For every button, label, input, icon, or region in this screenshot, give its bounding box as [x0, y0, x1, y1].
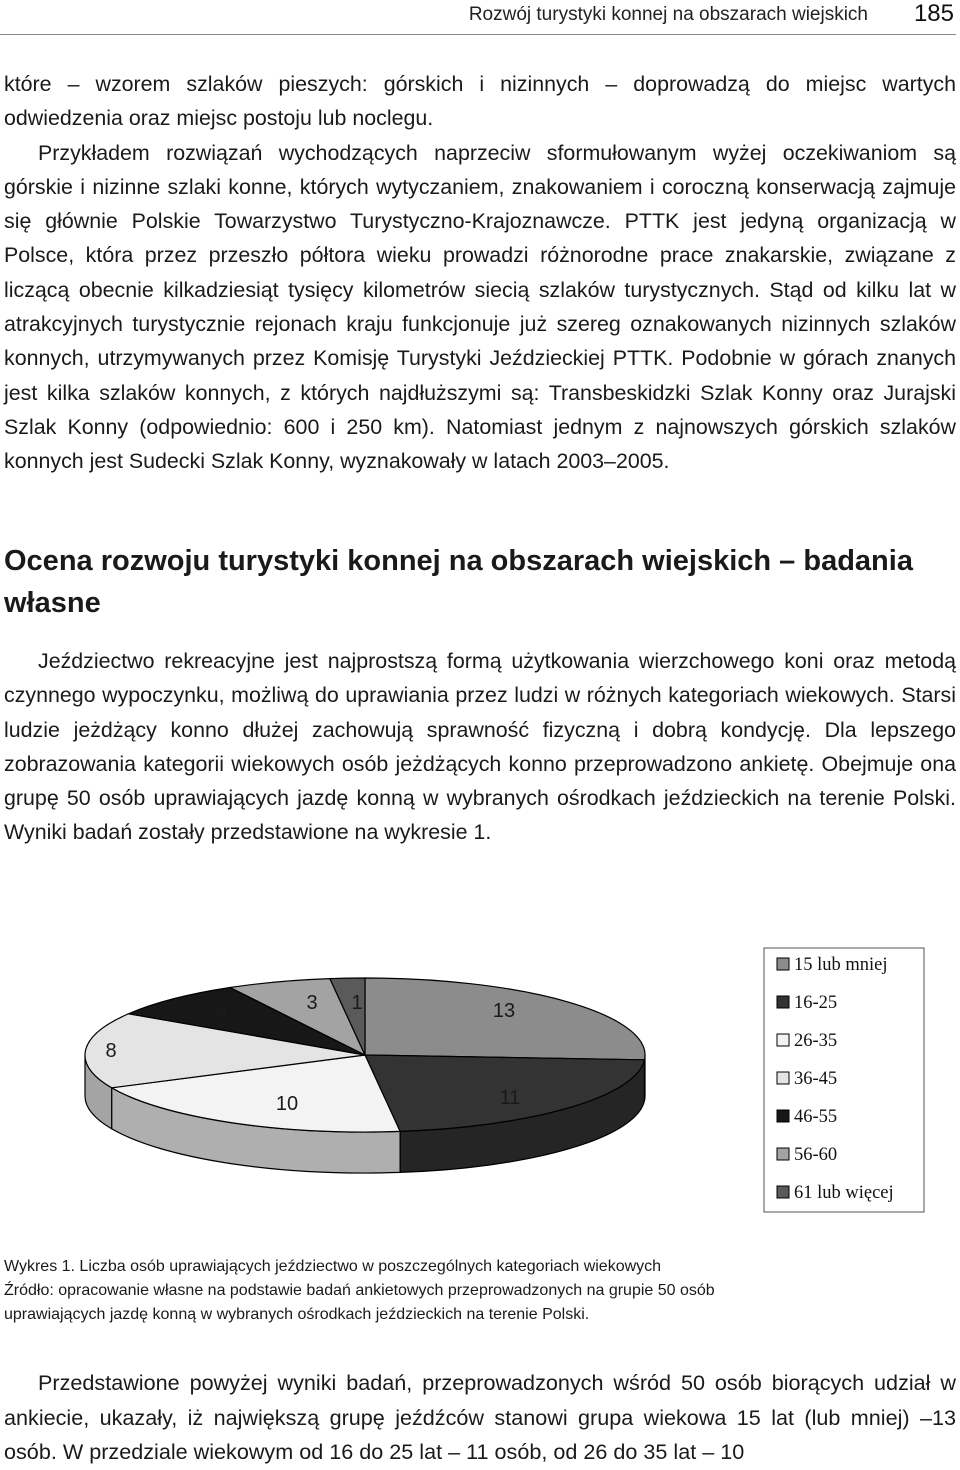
pie-top-group [85, 978, 645, 1132]
pie-value-label: 13 [492, 1000, 516, 1022]
pie-chart-svg [0, 930, 960, 1220]
chart-legend [764, 948, 924, 1212]
paragraph-trails [4, 67, 956, 479]
legend-swatch [777, 1148, 789, 1160]
pie-chart [0, 930, 960, 1220]
running-title: Rozwój turystyki konnej na obszarach wiejskich [468, 4, 868, 25]
legend-swatch [777, 1034, 789, 1046]
legend-swatch [777, 958, 789, 970]
legend-label: 15 lub mniej [794, 955, 888, 975]
page-number: 185 [913, 0, 954, 27]
paragraph-results-text: Przedstawione powyżej wyniki badań, przeprowadzonych wśród 50 osób biorących udział w ankiecie, ukazały, iż największą grupę jeźdźców stanowi grupa wiekowa 15 lat (lub mniej) –13 osób. W przedziale wiekowym od 16 do 25 lat – 11 osób, od 26 do 35 lat – 10 [4, 1370, 956, 1464]
paragraph-survey [4, 644, 956, 850]
legend-label: 36-45 [794, 1069, 838, 1089]
caption-title: Wykres 1. Liczba osób uprawiających jeździectwo w poszczególnych kategoriach wiekowych [4, 1258, 662, 1275]
figure-caption [4, 1255, 954, 1327]
caption-source-cont: uprawiających jazdę konną w wybranych ośrodkach jeździeckich na terenie Polski. [4, 1306, 590, 1323]
legend-swatch [777, 1110, 789, 1122]
paragraph-survey-text: Jeździectwo rekreacyjne jest najprostszą formą użytkowania wierzchowego koni oraz metodą czynnego wypoczynku, możliwą do uprawiania przez ludzi w różnych kategoriach wiekowych. Starsi ludzie jeżdżący konno dłużej zachowują sprawność fizyczną i dobrą kondycję. Dla lepszego zobrazowania kategorii wiekowych osób jeżdżących konno przeprowadzono ankietę. Obejmuje ona grupę 50 osób uprawiających jazdę konną w wybranych ośrodkach jeździeckich na terenie Polski. Wyniki badań zostały przedstawione na wykresie 1. [4, 649, 956, 845]
header-rule [0, 34, 956, 35]
legend-label: 56-60 [794, 1145, 838, 1165]
paragraph-continuation: które – wzorem szlaków pieszych: górskich i nizinnych – doprowadzą do miejsc wartych odwiedzenia oraz miejsc postoju lub noclegu. [4, 72, 956, 131]
pie-value-label: 3 [306, 992, 318, 1014]
section-heading: Ocena rozwoju turystyki konnej na obszarach wiejskich – badania własne [4, 545, 913, 619]
legend-label: 26-35 [794, 1031, 838, 1051]
pie-value-label: 11 [499, 1087, 521, 1109]
paragraph-results [4, 1366, 956, 1470]
legend-label: 46-55 [794, 1107, 838, 1127]
paragraph-pttk: Przykładem rozwiązań wychodzących naprzeciw sformułowanym wyżej oczekiwaniom są górskie i nizinne szlaki konne, których wytyczaniem, znakowaniem i coroczną konserwacją zajmuje się głównie Polskie Towarzystwo Turystyczno-Krajoznawcze. PTTK jest jedyną organizacją w Polsce, która przez przeszło półtora wieku prowadzi różnorodne prace znakarskie, związane z liczącą obecnie kilkadziesiąt tysięcy kilometrów siecią szlaków turystycznych. Stąd od kilku lat w atrakcyjnych turystycznie rejonach kraju funkcjonuje już szereg oznakowanych nizinnych szlaków konnych, utrzymywanych przez Komisję Turystyki Jeździeckiej PTTK. Podobnie w górach znanych jest kilka szlaków konnych, z których najdłuższymi są: Transbeskidzki Szlak Konny oraz Jurajski Szlak Konny (odpowiednio: 600 i 250 km). Natomiast jednym z najnowszych górskich szlaków konnych jest Sudecki Szlak Konny, wyznakowały w latach 2003–2005. [4, 140, 956, 474]
legend-swatch [777, 1072, 789, 1084]
caption-source: Źródło: opracowanie własne na podstawie badań ankietowych przeprowadzonych na grupie 50 osób [4, 1282, 715, 1299]
legend-label: 16-25 [794, 993, 838, 1013]
running-head [0, 0, 960, 36]
pie-value-label: 4 [216, 1002, 228, 1024]
legend-swatch [777, 996, 789, 1008]
pie-value-label: 10 [275, 1093, 299, 1115]
pie-value-label: 1 [351, 992, 363, 1014]
legend-label: 61 lub więcej [794, 1183, 894, 1203]
pie-value-label: 8 [105, 1040, 117, 1062]
legend-swatch [777, 1186, 789, 1198]
